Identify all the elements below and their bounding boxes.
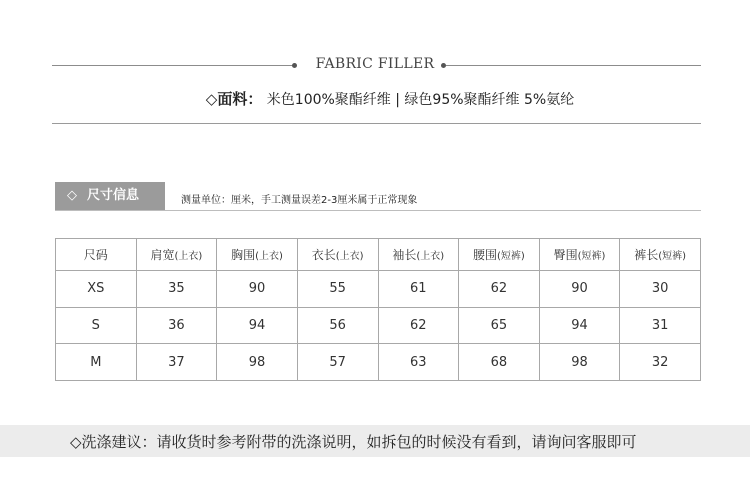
header-cell-size: 尺码 bbox=[56, 239, 137, 271]
size-info-title: 尺寸信息 bbox=[87, 188, 140, 203]
size-section-divider bbox=[55, 210, 701, 211]
table-cell: 31 bbox=[620, 307, 701, 344]
table-cell: 62 bbox=[378, 307, 459, 344]
size-table bbox=[55, 238, 701, 381]
table-cell: 55 bbox=[297, 271, 378, 308]
size-cell: S bbox=[56, 307, 137, 344]
table-cell: 94 bbox=[539, 307, 620, 344]
size-cell: XS bbox=[56, 271, 137, 308]
header-cell-length: 衣长(上衣) bbox=[297, 239, 378, 271]
fabric-info bbox=[0, 88, 750, 109]
measurement-note: 测量单位：厘米，手工测量误差2-3厘米属于正常现象 bbox=[181, 195, 418, 206]
table-cell: 94 bbox=[217, 307, 298, 344]
table-cell: 62 bbox=[459, 271, 540, 308]
table-row bbox=[56, 271, 701, 308]
table-cell: 56 bbox=[297, 307, 378, 344]
fabric-divider bbox=[52, 123, 701, 124]
table-cell: 37 bbox=[136, 344, 217, 381]
table-row bbox=[56, 307, 701, 344]
table-header-row bbox=[56, 239, 701, 271]
header-cell-waist: 腰围(短裤) bbox=[459, 239, 540, 271]
header-cell-shoulder: 肩宽(上衣) bbox=[136, 239, 217, 271]
table-cell: 32 bbox=[620, 344, 701, 381]
table-cell: 68 bbox=[459, 344, 540, 381]
washing-advice-text: ◇洗涤建议：请收货时参考附带的洗涤说明，如拆包的时候没有看到，请询问客服即可 bbox=[70, 433, 637, 451]
table-cell: 65 bbox=[459, 307, 540, 344]
table-cell: 90 bbox=[217, 271, 298, 308]
fabric-content: 米色100%聚酯纤维 | 绿色95%聚酯纤维 5%氨纶 bbox=[266, 92, 575, 108]
header-cell-hip: 臀围(短裤) bbox=[539, 239, 620, 271]
size-cell: M bbox=[56, 344, 137, 381]
table-cell: 30 bbox=[620, 271, 701, 308]
size-info-tab bbox=[55, 182, 165, 210]
table-cell: 63 bbox=[378, 344, 459, 381]
fabric-label: ◇面料： bbox=[205, 90, 263, 108]
table-cell: 98 bbox=[217, 344, 298, 381]
table-cell: 57 bbox=[297, 344, 378, 381]
fabric-heading: FABRIC FILLER bbox=[315, 56, 435, 72]
diamond-icon: ◇ bbox=[67, 188, 77, 203]
header-cell-chest: 胸围(上衣) bbox=[217, 239, 298, 271]
table-cell: 35 bbox=[136, 271, 217, 308]
table-cell: 61 bbox=[378, 271, 459, 308]
fabric-line-right bbox=[446, 65, 701, 66]
table-cell: 90 bbox=[539, 271, 620, 308]
header-cell-pants-length: 裤长(短裤) bbox=[620, 239, 701, 271]
header-cell-sleeve: 袖长(上衣) bbox=[378, 239, 459, 271]
table-row bbox=[56, 344, 701, 381]
table-cell: 36 bbox=[136, 307, 217, 344]
table-cell: 98 bbox=[539, 344, 620, 381]
